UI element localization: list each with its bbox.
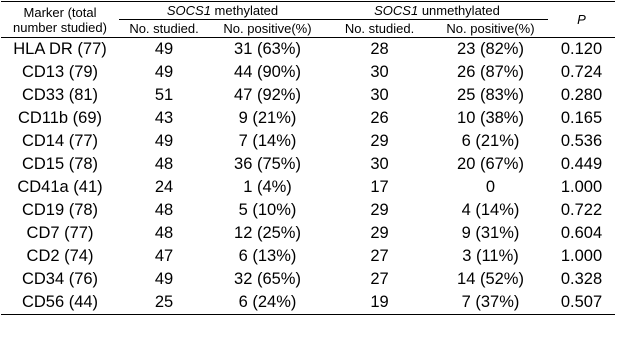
methylated-positive-cell: 12 (25%): [234, 224, 301, 242]
methylated-studied-cell: 47: [154, 247, 174, 265]
unmethylated-studied-cell: 30: [370, 86, 389, 104]
p-value-cell: 0.507: [548, 291, 615, 315]
marker-cell: CD56 (44): [1, 291, 119, 315]
unmethylated-positive-cell: 26 (87%): [457, 63, 524, 81]
methylated-positive-cell: 47 (92%): [234, 86, 301, 104]
methylated-studied-cell: 51: [154, 86, 174, 104]
table-row: [1, 291, 615, 315]
methylated-suffix: methylated: [210, 3, 279, 18]
unmethylated-positive-cell: 6 (21%): [461, 132, 520, 150]
table-row: [1, 199, 615, 222]
table-row: [1, 176, 615, 199]
table-header: [1, 2, 615, 38]
p-value-cell: 0.722: [560, 201, 603, 219]
unmethylated-studied-cell: 27: [370, 270, 389, 288]
marker-header-line1: Marker (total: [23, 4, 97, 20]
unmethylated-studied-cell: 29: [370, 224, 389, 242]
p-value-cell: 1.000: [560, 247, 603, 265]
unmethylated-positive-cell: 23 (82%): [457, 40, 524, 58]
unmethylated-positive-cell: 9 (31%): [461, 224, 520, 242]
methylated-studied-cell: 49: [154, 270, 174, 288]
unmethylated-positive-cell: 25 (83%): [457, 86, 524, 104]
marker-cell: CD2 (74): [26, 247, 94, 265]
marker-cell: CD15 (78): [21, 155, 99, 173]
unmethylated-studied-cell: 19: [326, 291, 433, 315]
methylated-group-header: [119, 2, 326, 20]
unmethylated-positive-cell: 20 (67%): [457, 155, 524, 173]
unmethylated-group-header: [326, 2, 548, 20]
unmethylated-positive-cell: 7 (37%): [433, 291, 548, 315]
table-row: [1, 153, 615, 176]
unmethylated-studied-cell: 30: [370, 63, 389, 81]
methylated-studied-cell: 48: [154, 201, 174, 219]
methylated-gene: SOCS1: [166, 3, 211, 18]
unmethylated-studied-cell: 29: [370, 132, 389, 150]
unmethylated-positive-cell: 14 (52%): [457, 270, 524, 288]
p-value-cell: 0.165: [560, 109, 603, 127]
unmethylated-studied-cell: 27: [370, 247, 389, 265]
methylated-studied-cell: 49: [154, 132, 174, 150]
table-row: [1, 84, 615, 107]
methylated-studied-cell: 25: [119, 291, 209, 315]
marker-cell: CD34 (76): [21, 270, 99, 288]
unmethylated-studied-cell: 26: [370, 109, 389, 127]
marker-cell: CD33 (81): [21, 86, 99, 104]
methylated-positive-cell: 9 (21%): [238, 109, 297, 127]
table-row: [1, 245, 615, 268]
marker-table: [1, 1, 615, 315]
unmethylated-studied-cell: 17: [370, 178, 389, 196]
table-body: [1, 38, 615, 315]
p-value-cell: 0.120: [560, 40, 603, 58]
marker-cell: CD41a (41): [17, 178, 103, 196]
methylated-positive-cell: 7 (14%): [238, 132, 297, 150]
p-value-cell: 0.280: [560, 86, 603, 104]
methylated-studied-cell: 49: [154, 40, 174, 58]
unmethylated-suffix: unmethylated: [418, 3, 500, 18]
unmethylated-studied-header: No. studied.: [326, 20, 433, 38]
unmethylated-studied-cell: 29: [370, 201, 389, 219]
table-row: [1, 130, 615, 153]
unmethylated-studied-cell: 30: [370, 155, 389, 173]
methylated-studied-cell: 48: [154, 224, 174, 242]
unmethylated-gene: SOCS1: [374, 3, 419, 18]
marker-header-line2: number studied): [13, 19, 107, 35]
p-value-cell: 0.536: [560, 132, 603, 150]
methylated-positive-cell: 31 (63%): [234, 40, 301, 58]
unmethylated-positive-cell: 10 (38%): [457, 109, 524, 127]
table-row: [1, 268, 615, 291]
methylated-studied-header: No. studied.: [119, 20, 209, 38]
unmethylated-positive-header: No. positive(%): [433, 20, 548, 38]
methylated-positive-cell: 6 (13%): [238, 247, 297, 265]
methylated-positive-cell: 5 (10%): [238, 201, 297, 219]
methylated-studied-cell: 49: [154, 63, 174, 81]
unmethylated-positive-cell: 0: [485, 178, 496, 196]
methylated-positive-cell: 6 (24%): [209, 291, 326, 315]
p-value-cell: 0.604: [560, 224, 603, 242]
p-header: P: [548, 2, 615, 38]
marker-cell: CD7 (77): [26, 224, 94, 242]
methylated-positive-cell: 36 (75%): [234, 155, 301, 173]
methylated-studied-cell: 48: [154, 155, 174, 173]
p-value-cell: 0.724: [560, 63, 603, 81]
marker-cell: CD13 (79): [21, 63, 99, 81]
methylated-studied-cell: 43: [154, 109, 174, 127]
p-value-cell: 0.449: [560, 155, 603, 173]
methylated-positive-header: No. positive(%): [209, 20, 326, 38]
p-value-cell: 1.000: [560, 178, 603, 196]
marker-cell: HLA DR (77): [13, 40, 107, 58]
unmethylated-studied-cell: 28: [370, 40, 389, 58]
methylated-studied-cell: 24: [154, 178, 174, 196]
marker-cell: CD14 (77): [21, 132, 99, 150]
methylated-positive-cell: 32 (65%): [234, 270, 301, 288]
marker-cell: CD19 (78): [21, 201, 99, 219]
table-row: [1, 107, 615, 130]
marker-cell: CD11b (69): [17, 109, 103, 127]
p-value-cell: 0.328: [560, 270, 603, 288]
unmethylated-positive-cell: 4 (14%): [461, 201, 520, 219]
table-row: [1, 38, 615, 62]
unmethylated-positive-cell: 3 (11%): [462, 247, 519, 265]
marker-header: [1, 2, 119, 38]
table-row: [1, 61, 615, 84]
methylated-positive-cell: 1 (4%): [243, 178, 292, 196]
methylated-positive-cell: 44 (90%): [234, 63, 301, 81]
table-row: [1, 222, 615, 245]
